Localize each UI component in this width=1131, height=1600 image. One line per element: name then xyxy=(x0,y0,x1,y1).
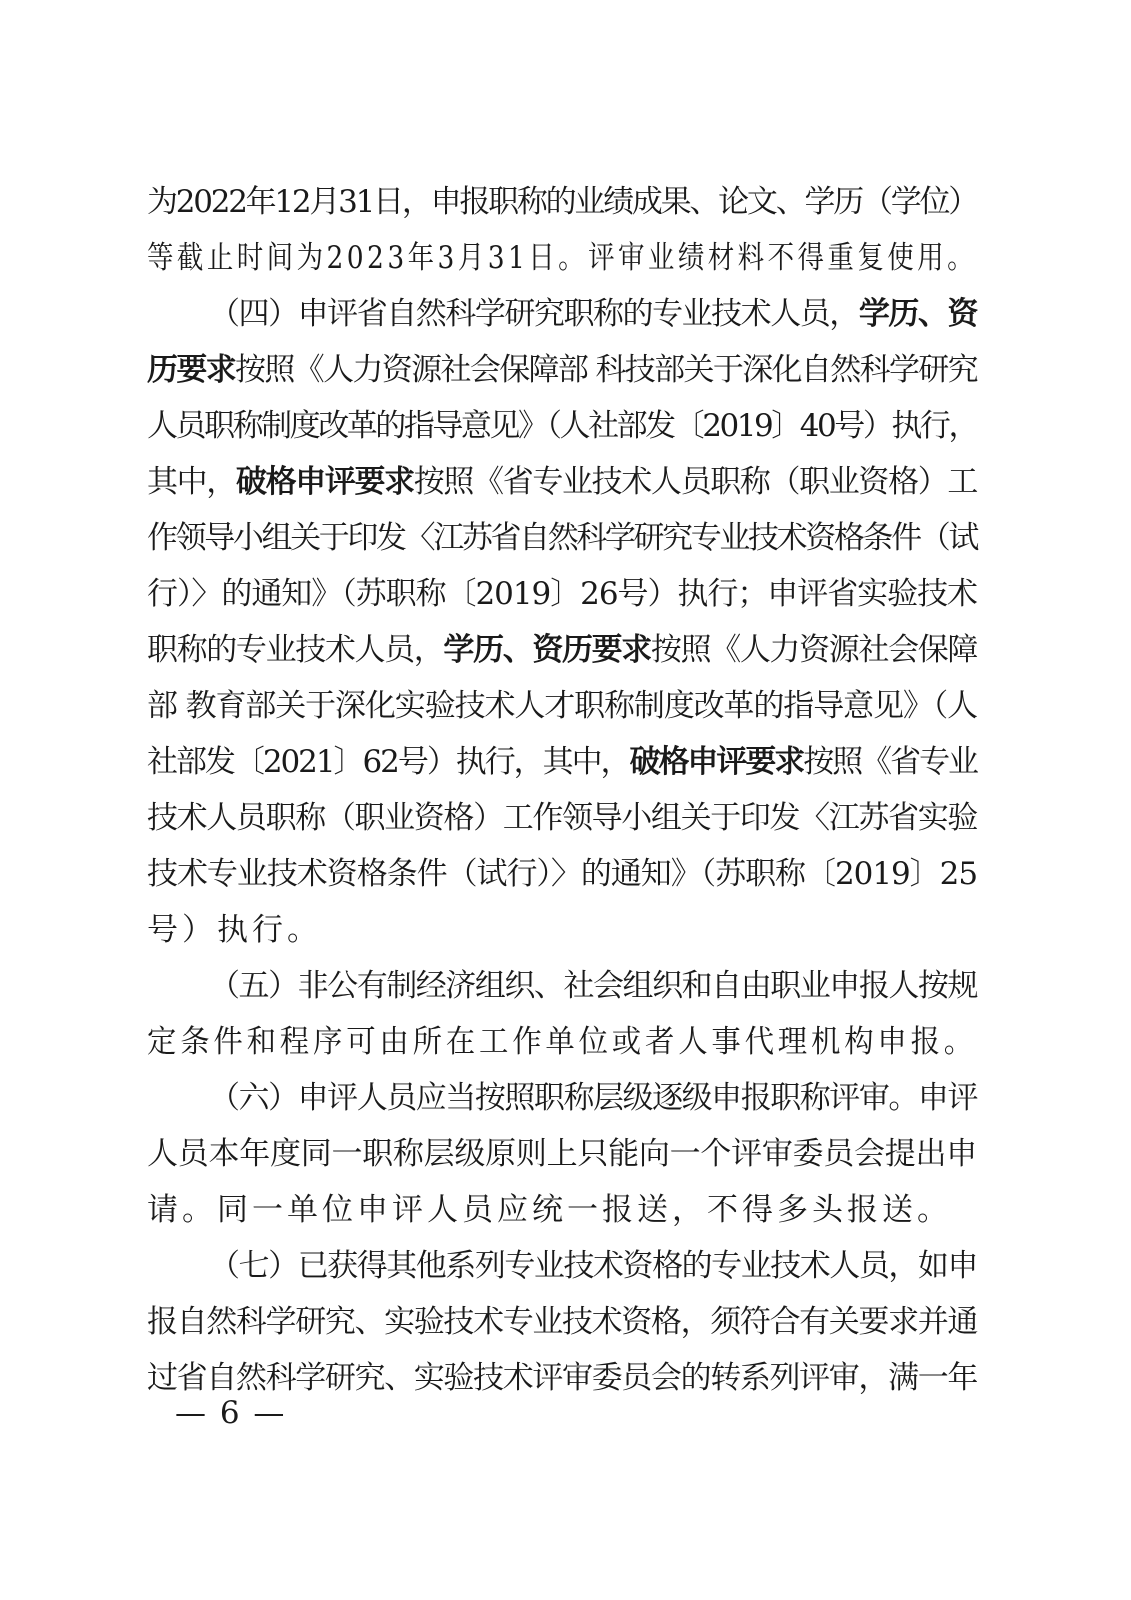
text-line: 其中，破格申评要求按照《省专业技术人员职称（职业资格）工 xyxy=(147,464,977,500)
text-line: 为2022年12月31日，申报职称的业绩成果、论文、学历（学位） xyxy=(147,184,977,220)
text-line: 历要求按照《人力资源社会保障部 科技部关于深化自然科学研究 xyxy=(147,352,977,388)
text-line: 号）执行。 xyxy=(147,912,322,948)
text-line: 职称的专业技术人员，学历、资历要求按照《人力资源社会保障 xyxy=(147,632,977,668)
text-line: 报自然科学研究、实验技术专业技术资格，须符合有关要求并通 xyxy=(147,1304,977,1340)
bold-requirement: 学历、资 xyxy=(858,296,977,332)
paragraph-seven-start: （七）已获得其他系列专业技术资格的专业技术人员，如申 xyxy=(209,1248,977,1284)
text-line: 等截止时间为2023年3月31日。评审业绩材料不得重复使用。 xyxy=(147,240,977,276)
text-line: 定条件和程序可由所在工作单位或者人事代理机构申报。 xyxy=(147,1024,977,1060)
text-line: 请。同一单位申评人员应统一报送，不得多头报送。 xyxy=(147,1192,952,1228)
text-line: 技术专业技术资格条件（试行）〉的通知》（苏职称〔2019〕25 xyxy=(147,856,977,892)
text-line: 部 教育部关于深化实验技术人才职称制度改革的指导意见》（人 xyxy=(147,688,977,724)
text-line: 作领导小组关于印发〈江苏省自然科学研究专业技术资格条件（试 xyxy=(147,520,977,556)
paragraph-four-start: （四）申评省自然科学研究职称的专业技术人员，学历、资 xyxy=(209,296,977,332)
paragraph-six-start: （六）申评人员应当按照职称层级逐级申报职称评审。申评 xyxy=(209,1080,977,1116)
text-line: 行）〉的通知》（苏职称〔2019〕26号）执行；申评省实验技术 xyxy=(147,576,977,612)
text-line: 人员职称制度改革的指导意见》（人社部发〔2019〕40号）执行， xyxy=(147,408,977,444)
bold-requirement: 学历、资历要求 xyxy=(443,632,651,668)
text-line: 人员本年度同一职称层级原则上只能向一个评审委员会提出申 xyxy=(147,1136,977,1172)
page-number: — 6 — xyxy=(175,1395,287,1431)
text-line: 过省自然科学研究、实验技术评审委员会的转系列评审，满一年 xyxy=(147,1360,977,1396)
bold-requirement: 破格申评要求 xyxy=(235,464,414,500)
paragraph-five-start: （五）非公有制经济组织、社会组织和自由职业申报人按规 xyxy=(209,968,977,1004)
bold-requirement: 破格申评要求 xyxy=(629,744,804,780)
bold-requirement: 历要求 xyxy=(147,352,236,388)
text-line: 技术人员职称（职业资格）工作领导小组关于印发〈江苏省实验 xyxy=(147,800,977,836)
text-line: 社部发〔2021〕62号）执行，其中，破格申评要求按照《省专业 xyxy=(147,744,977,780)
